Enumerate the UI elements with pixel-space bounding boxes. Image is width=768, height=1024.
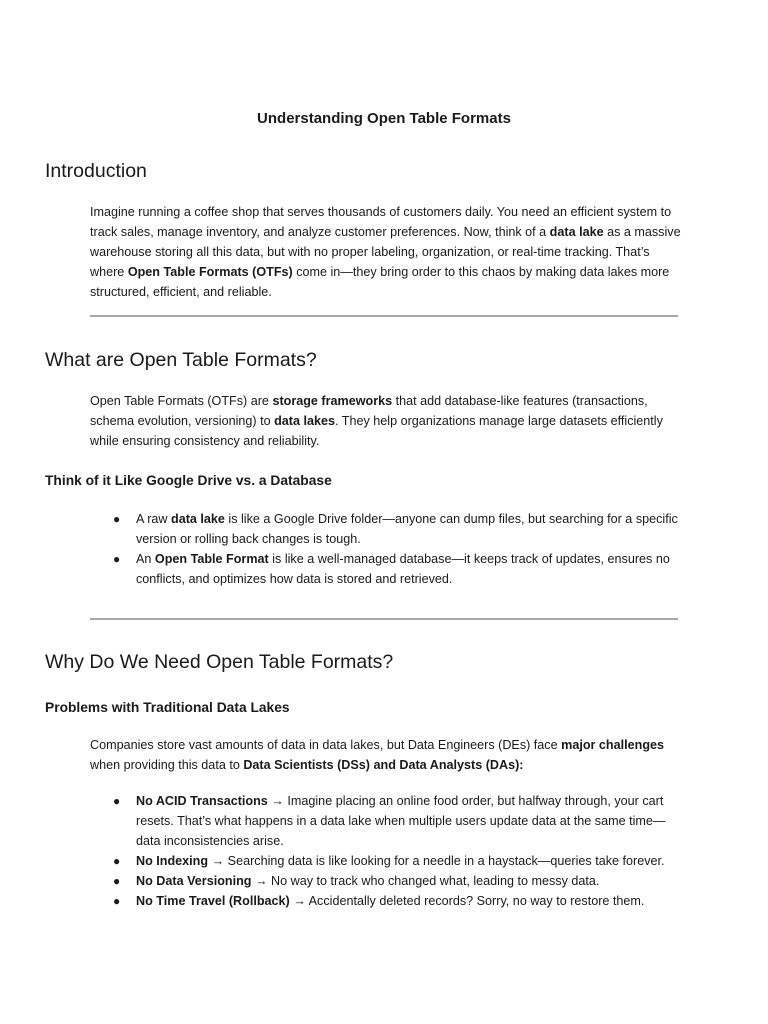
subheading-problems: Problems with Traditional Data Lakes xyxy=(45,700,290,715)
comparison-list xyxy=(90,509,685,589)
section-divider xyxy=(90,315,678,317)
text-run: → Accidentally deleted records? Sorry, no way to restore them. xyxy=(289,894,645,908)
bold-term: No Time Travel (Rollback) xyxy=(136,894,290,908)
why-need-paragraph xyxy=(90,735,685,775)
text-run: that add database-like features (transactions, schema evolution, versioning) to xyxy=(90,394,648,428)
list-item xyxy=(90,549,685,589)
text-run: Imagine running a coffee shop that serves thousands of customers daily. You need an efficient system to track sales, manage inventory, and analyze customer preferences. Now, think of a xyxy=(90,205,672,239)
list-item xyxy=(90,871,685,891)
text-run: → No way to track who changed what, leading to messy data. xyxy=(251,874,600,888)
bold-term: No Indexing xyxy=(136,854,209,868)
text-run: come in—they bring order to this chaos by making data lakes more structured, efficient, and reliable. xyxy=(90,265,670,299)
text-run: An xyxy=(136,552,155,566)
introduction-paragraph xyxy=(90,202,685,302)
text-run: Open Table Formats (OTFs) are xyxy=(90,394,273,408)
bullet-icon: ● xyxy=(113,854,121,868)
list-item xyxy=(90,509,685,549)
list-item xyxy=(90,851,685,871)
what-are-paragraph xyxy=(90,391,685,451)
bullet-icon: ● xyxy=(113,894,121,908)
text-run: is like a well-managed database—it keeps track of updates, ensures no conflicts, and optimizes how data is stored and retrieved. xyxy=(136,552,670,586)
bullet-icon: ● xyxy=(113,874,121,888)
text-run: → Searching data is like looking for a needle in a haystack—queries take forever. xyxy=(208,854,665,868)
bold-term: No Data Versioning xyxy=(136,874,252,888)
list-item xyxy=(90,791,685,851)
text-run: when providing this data to xyxy=(90,758,244,772)
text-run: Companies store vast amounts of data in data lakes, but Data Engineers (DEs) face xyxy=(90,738,562,752)
bold-term: major challenges xyxy=(561,738,665,752)
bullet-icon: ● xyxy=(113,552,121,566)
bold-term: data lake xyxy=(549,225,604,239)
bold-term: Open Table Format xyxy=(154,552,269,566)
subheading-google-drive: Think of it Like Google Drive vs. a Database xyxy=(45,473,332,488)
heading-what-are: What are Open Table Formats? xyxy=(45,349,317,371)
bullet-icon: ● xyxy=(113,512,121,526)
list-item xyxy=(90,891,685,911)
bold-term: data lake xyxy=(171,512,225,526)
text-run: is like a Google Drive folder—anyone can dump files, but searching for a specific version or rolling back changes is tough. xyxy=(136,512,678,546)
bold-term: Open Table Formats (OTFs) xyxy=(127,265,293,279)
bold-term: data lakes xyxy=(274,414,336,428)
document-title: Understanding Open Table Formats xyxy=(257,110,511,127)
heading-introduction: Introduction xyxy=(45,160,147,182)
section-divider xyxy=(90,618,678,620)
bold-term: storage frameworks xyxy=(272,394,393,408)
heading-why-need: Why Do We Need Open Table Formats? xyxy=(45,651,394,673)
bold-term: Data Scientists (DSs) and Data Analysts (DAs): xyxy=(243,758,524,772)
text-run: A raw xyxy=(136,512,171,526)
text-run: as a massive warehouse storing all this data, but with no proper labeling, organization, or real-time tracking. That’s where xyxy=(90,225,681,279)
bullet-icon: ● xyxy=(113,794,121,808)
text-run: . They help organizations manage large datasets efficiently while ensuring consistency and reliability. xyxy=(90,414,663,448)
text-run: → Imagine placing an online food order, but halfway through, your cart resets. That’s what happens in a data lake when multiple users update data at the same time—data inconsistencies arise. xyxy=(136,794,666,848)
bold-term: No ACID Transactions xyxy=(136,794,268,808)
problems-list xyxy=(90,791,685,911)
